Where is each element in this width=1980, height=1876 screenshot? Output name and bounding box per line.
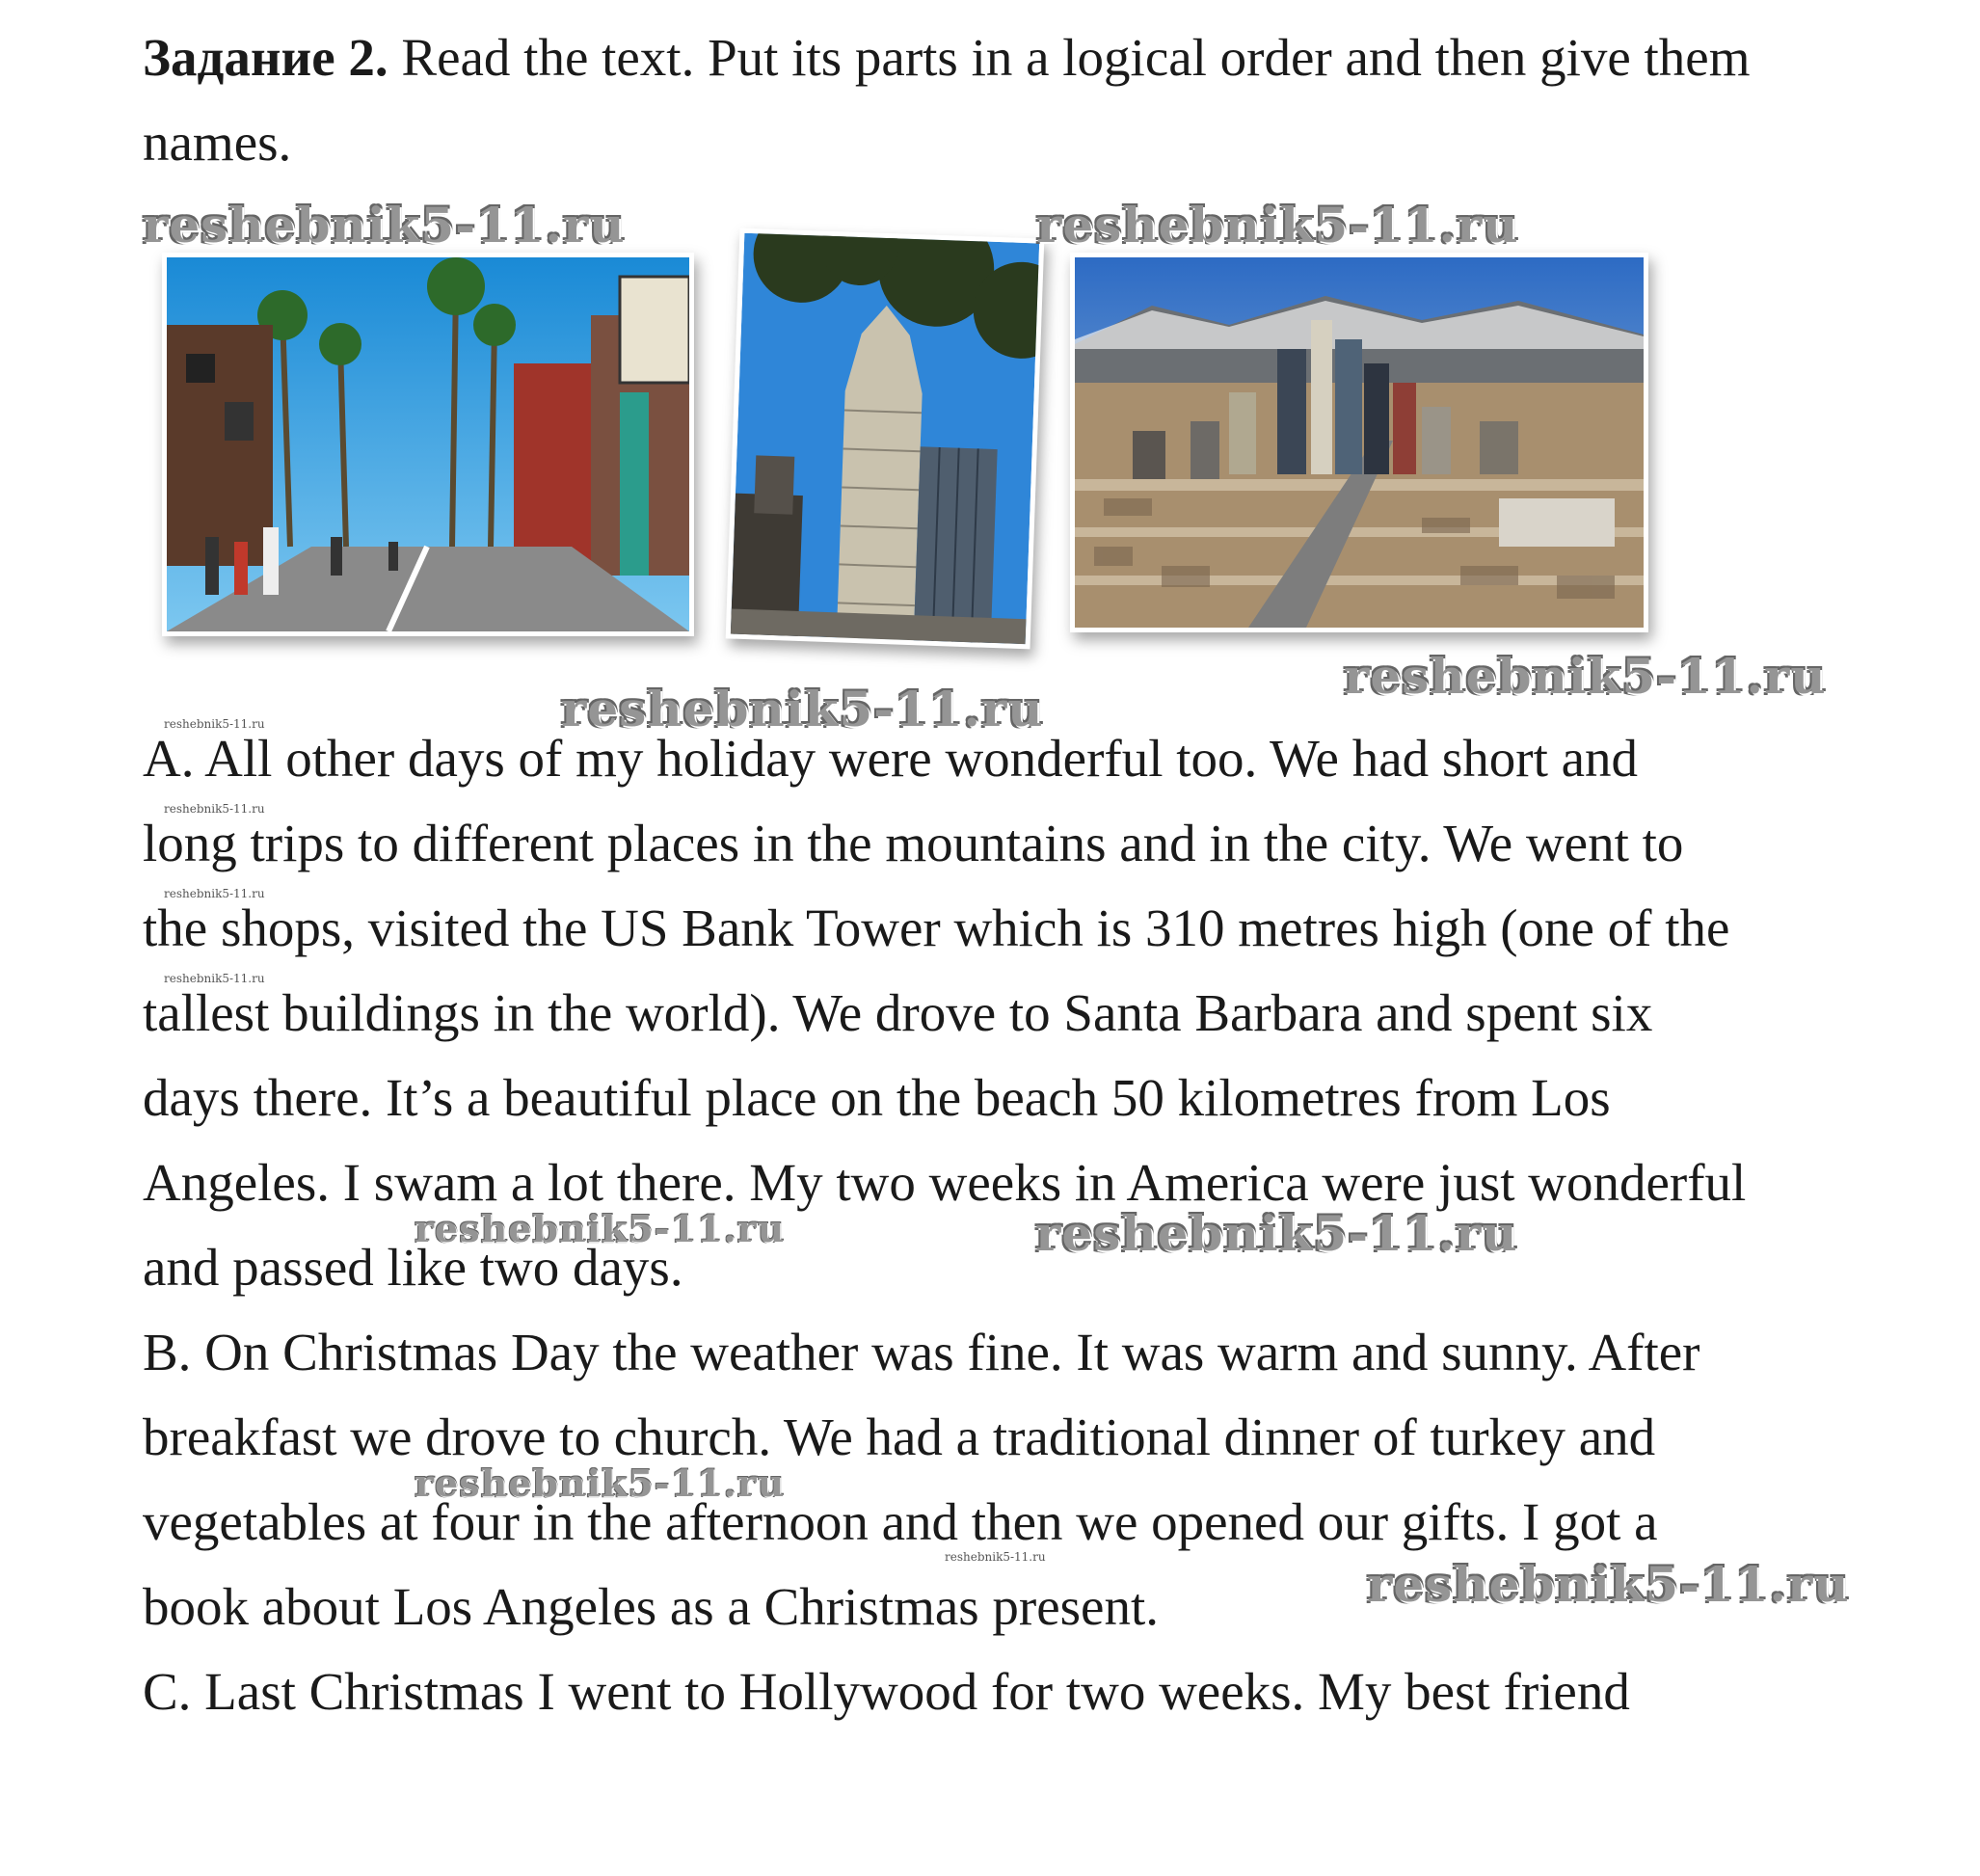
task-instruction-continued: names. bbox=[143, 113, 292, 172]
paragraph-line: Angeles. I swam a lot there. My two weeks in America were just wonderful bbox=[143, 1153, 1747, 1212]
paragraph-line: and passed like two days. bbox=[143, 1238, 683, 1297]
watermark-small: reshebnik5-11.ru bbox=[945, 1550, 1046, 1564]
paragraph-line: tallest buildings in the world). We drove to Santa Barbara and spent six bbox=[143, 983, 1653, 1042]
watermark: reshebnik5-11.ru bbox=[1036, 197, 1519, 254]
watermark-small: reshebnik5-11.ru bbox=[164, 717, 265, 731]
watermark: reshebnik5-11.ru bbox=[1344, 648, 1827, 705]
us-bank-tower-photo bbox=[726, 228, 1045, 650]
watermark: reshebnik5-11.ru bbox=[415, 1207, 786, 1250]
watermark: reshebnik5-11.ru bbox=[143, 197, 626, 254]
watermark: reshebnik5-11.ru bbox=[1367, 1556, 1850, 1613]
watermark-small: reshebnik5-11.ru bbox=[164, 802, 265, 816]
los-angeles-skyline-photo bbox=[1070, 253, 1648, 632]
paragraph-line: B. On Christmas Day the weather was fine. It was warm and sunny. After bbox=[143, 1323, 1700, 1381]
paragraph-line: vegetables at four in the afternoon and then we opened our gifts. I got a bbox=[143, 1492, 1658, 1551]
paragraph-line: C. Last Christmas I went to Hollywood for two weeks. My best friend bbox=[143, 1662, 1630, 1721]
watermark: reshebnik5-11.ru bbox=[415, 1461, 786, 1505]
paragraph-line: the shops, visited the US Bank Tower which is 310 metres high (one of the bbox=[143, 898, 1730, 957]
paragraph-line: long trips to different places in the mountains and in the city. We went to bbox=[143, 814, 1684, 872]
watermark-small: reshebnik5-11.ru bbox=[164, 887, 265, 900]
watermark: reshebnik5-11.ru bbox=[1035, 1205, 1518, 1262]
paragraph-line: A. All other days of my holiday were wonderful too. We had short and bbox=[143, 729, 1639, 788]
paragraph-line: book about Los Angeles as a Christmas present. bbox=[143, 1577, 1159, 1636]
hollywood-street-photo bbox=[162, 253, 694, 636]
paragraph-line: breakfast we drove to church. We had a traditional dinner of turkey and bbox=[143, 1407, 1656, 1466]
watermark-small: reshebnik5-11.ru bbox=[164, 972, 265, 985]
task-label: Задание 2. bbox=[143, 28, 388, 87]
task-instruction: Read the text. Put its parts in a logical order and then give them bbox=[401, 28, 1751, 87]
task-heading bbox=[143, 15, 1751, 100]
paragraph-line: days there. It’s a beautiful place on the beach 50 kilometres from Los bbox=[143, 1068, 1611, 1127]
watermark: reshebnik5-11.ru bbox=[561, 681, 1044, 737]
